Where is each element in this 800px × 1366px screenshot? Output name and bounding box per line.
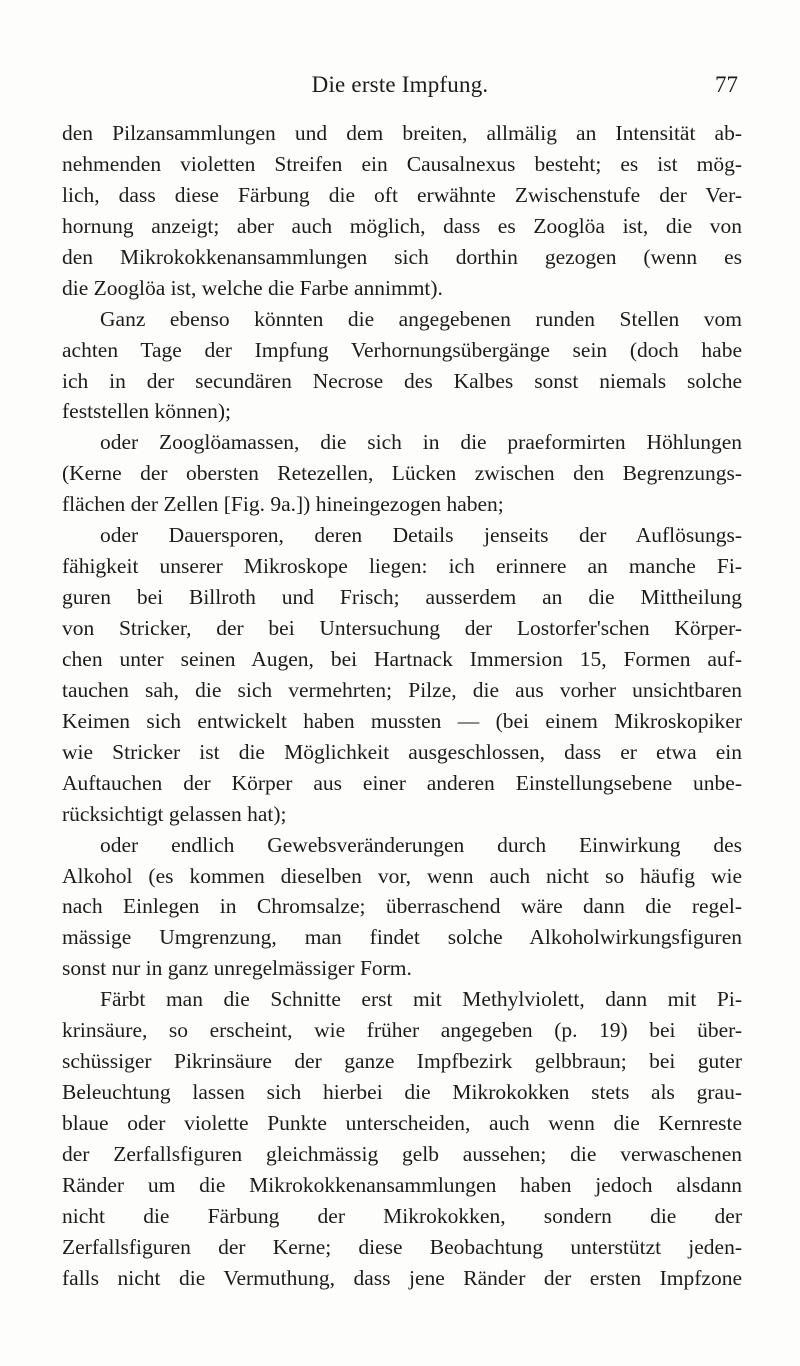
text-line: krinsäure, so erscheint, wie früher angegeben (p. 19) bei über- (62, 1018, 742, 1043)
text-line: Ränder um die Mikrokokkenansammlungen haben jedoch alsdann (62, 1172, 742, 1197)
text-line: den Mikrokokkenansammlungen sich dorthin gezogen (wenn es (62, 244, 742, 269)
text-line: sonst nur in ganz unregelmässiger Form. (62, 956, 412, 981)
text-line: Auftauchen der Körper aus einer anderen Einstellungsebene unbe- (62, 770, 742, 795)
text-line: die Zooglöa ist, welche die Farbe annimmt). (62, 275, 443, 300)
text-line: Keimen sich entwickelt haben mussten — (bei einem Mikroskopiker (62, 708, 742, 733)
text-line: achten Tage der Impfung Verhornungsübergänge sein (doch habe (62, 337, 742, 362)
text-line: den Pilzansammlungen und dem breiten, allmälig an Intensität ab- (62, 121, 742, 145)
text-line: oder endlich Gewebsveränderungen durch Einwirkung des (100, 832, 742, 857)
text-line: blaue oder violette Punkte unterscheiden, auch wenn die Kernreste (62, 1111, 742, 1135)
text-line: tauchen sah, die sich vermehrten; Pilze, die aus vorher unsichtbaren (62, 677, 742, 702)
text-line: nach Einlegen in Chromsalze; überraschend wäre dann die regel- (62, 894, 742, 919)
text-line: nicht die Färbung der Mikrokokken, sondern die der (62, 1203, 742, 1228)
text-line: (Kerne der obersten Retezellen, Lücken zwischen den Begrenzungs- (62, 461, 742, 486)
text-line: ich in der secundären Necrose des Kalbes sonst niemals solche (62, 368, 742, 393)
text-line: feststellen können); (62, 399, 231, 424)
text-line: nehmenden violetten Streifen ein Causalnexus besteht; es ist mög- (62, 151, 742, 176)
running-head: Die erste Impfung. (311, 72, 489, 97)
text-line: flächen der Zellen [Fig. 9a.]) hineingezogen haben; (62, 492, 504, 517)
text-line: schüssiger Pikrinsäure der ganze Impfbezirk gelbbraun; bei guter (62, 1049, 742, 1074)
text-line: Ganz ebenso könnten die angegebenen runden Stellen vom (100, 306, 742, 331)
text-line: hornung anzeigt; aber auch möglich, dass es Zooglöa ist, die von (62, 213, 742, 238)
text-line: Alkohol (es kommen dieselben vor, wenn auch nicht so häufig wie (62, 863, 742, 888)
text-line: falls nicht die Vermuthung, dass jene Ränder der ersten Impfzone (62, 1265, 742, 1290)
text-line: von Stricker, der bei Untersuchung der Lostorfer'schen Körper- (62, 616, 742, 640)
text-line: oder Dauersporen, deren Details jenseits der Auflösungs- (100, 523, 742, 548)
text-line: oder Zooglöamassen, die sich in die praeformirten Höhlungen (100, 430, 742, 455)
text-line: fähigkeit unserer Mikroskope liegen: ich erinnere an manche Fi- (62, 554, 742, 579)
text-line: mässige Umgrenzung, man findet solche Alkoholwirkungsfiguren (62, 925, 742, 950)
text-line: Zerfallsfiguren der Kerne; diese Beobachtung unterstützt jeden- (62, 1234, 742, 1259)
page-header (62, 72, 738, 108)
page-number: 77 (715, 72, 738, 97)
text-line: Färbt man die Schnitte erst mit Methylviolett, dann mit Pi- (100, 987, 742, 1012)
text-line: chen unter seinen Augen, bei Hartnack Immersion 15, Formen auf- (62, 646, 742, 671)
text-line: wie Stricker ist die Möglichkeit ausgeschlossen, dass er etwa ein (62, 739, 742, 764)
text-line: guren bei Billroth und Frisch; ausserdem an die Mittheilung (62, 585, 742, 610)
text-line: lich, dass diese Färbung die oft erwähnte Zwischenstufe der Ver- (62, 182, 742, 207)
text-line: der Zerfallsfiguren gleichmässig gelb aussehen; die verwaschenen (62, 1141, 742, 1166)
text-line: rücksichtigt gelassen hat); (62, 801, 287, 826)
body-text (62, 118, 742, 1294)
text-line: Beleuchtung lassen sich hierbei die Mikrokokken stets als grau- (62, 1080, 742, 1105)
